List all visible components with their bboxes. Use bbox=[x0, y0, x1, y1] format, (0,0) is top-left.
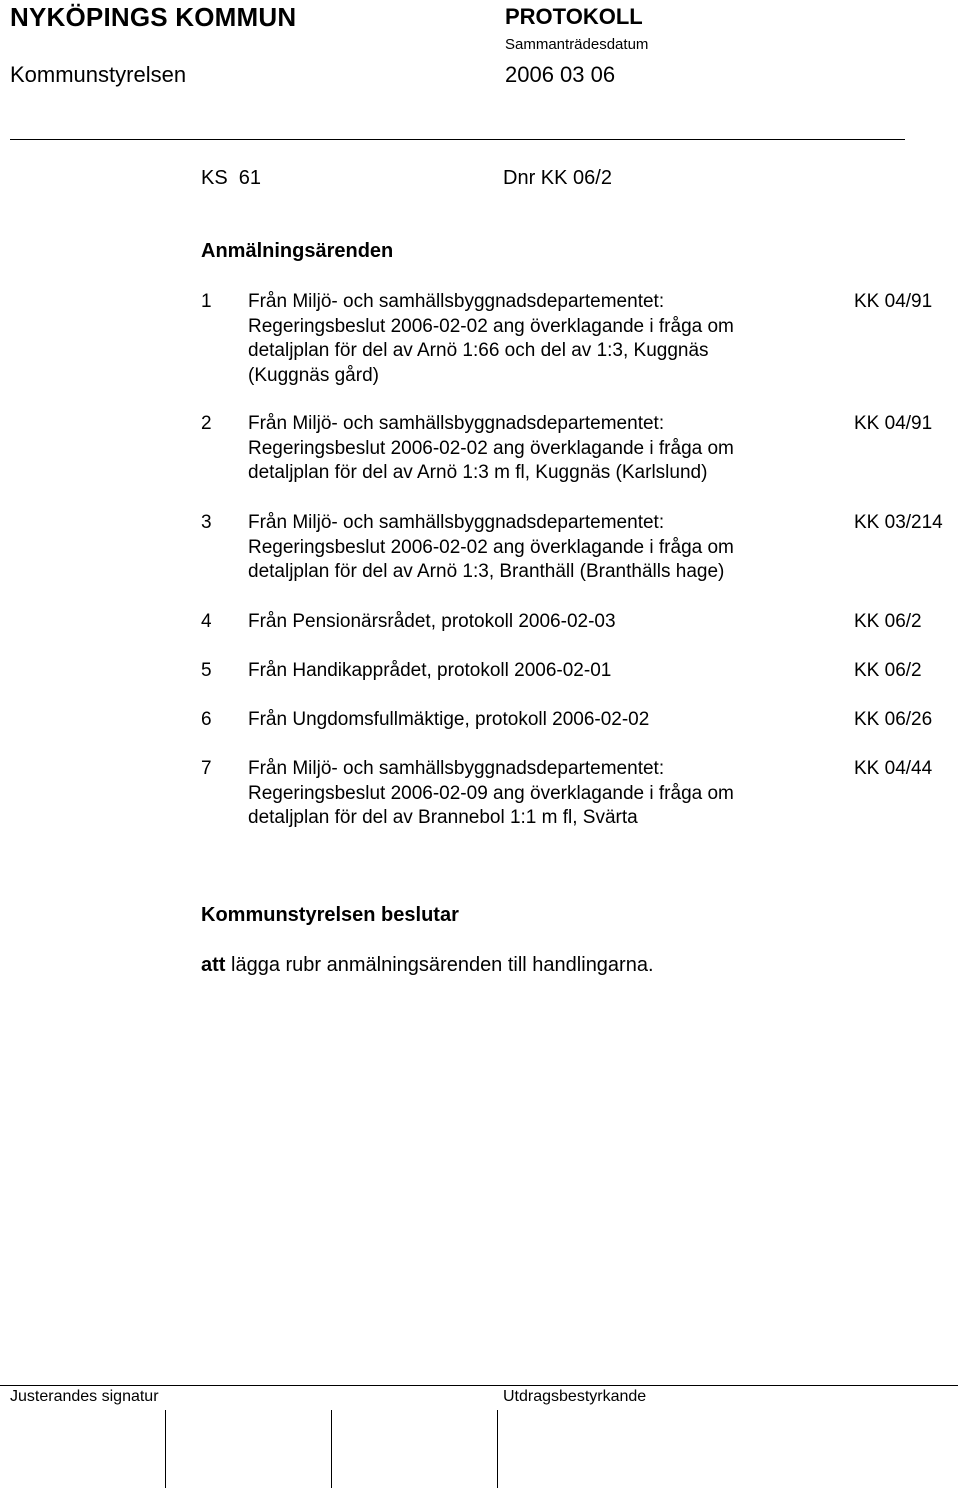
item-reference: KK 04/44 bbox=[854, 758, 933, 779]
item-text bbox=[248, 511, 734, 585]
item-line: Regeringsbeslut 2006-02-02 ang överklagande i fråga om bbox=[248, 315, 734, 337]
item-line: Från Miljö- och samhällsbyggnadsdepartementet: bbox=[248, 758, 665, 779]
item-line: Regeringsbeslut 2006-02-02 ang överklagande i fråga om bbox=[248, 437, 734, 459]
footer-divider bbox=[0, 1385, 958, 1386]
item-line: Från Miljö- och samhällsbyggnadsdepartementet: bbox=[248, 291, 665, 312]
item-number: 2 bbox=[201, 413, 212, 434]
item-reference: KK 03/214 bbox=[854, 512, 943, 533]
item-line: Regeringsbeslut 2006-02-02 ang överklagande i fråga om bbox=[248, 536, 734, 558]
item-text bbox=[248, 412, 734, 486]
item-reference: KK 06/26 bbox=[854, 709, 933, 730]
committee-name: Kommunstyrelsen bbox=[10, 62, 187, 87]
decision-heading: Kommunstyrelsen beslutar bbox=[201, 904, 459, 926]
item-line: Regeringsbeslut 2006-02-09 ang överklagande i fråga om bbox=[248, 782, 734, 804]
item-number: 7 bbox=[201, 758, 212, 779]
decision-keyword: att bbox=[201, 954, 226, 976]
decision-text bbox=[201, 954, 654, 977]
signature-box-divider bbox=[331, 1410, 332, 1488]
item-reference: KK 06/2 bbox=[854, 611, 922, 632]
signature-label: Justerandes signatur bbox=[10, 1388, 159, 1405]
item-reference: KK 04/91 bbox=[854, 413, 933, 434]
item-number: 3 bbox=[201, 512, 212, 533]
item-reference: KK 06/2 bbox=[854, 660, 922, 681]
item-number: 6 bbox=[201, 709, 212, 730]
item-line: detaljplan för del av Arnö 1:3, Branthäll (Branthälls hage) bbox=[248, 561, 725, 583]
item-line: Från Handikapprådet, protokoll 2006-02-01 bbox=[248, 660, 612, 681]
section-number: KS 61 bbox=[201, 167, 262, 189]
item-line: detaljplan för del av Brannebol 1:1 m fl, Svärta bbox=[248, 807, 638, 829]
item-number: 4 bbox=[201, 611, 212, 632]
item-text bbox=[248, 708, 649, 733]
item-text bbox=[248, 659, 611, 684]
document-type: PROTOKOLL bbox=[505, 4, 643, 29]
organization-name: NYKÖPINGS KOMMUN bbox=[10, 2, 297, 32]
case-number: Dnr KK 06/2 bbox=[503, 167, 612, 189]
signature-box-divider bbox=[165, 1410, 166, 1488]
item-line: detaljplan för del av Arnö 1:3 m fl, Kuggnäs (Karlslund) bbox=[248, 462, 708, 484]
item-line: (Kuggnäs gård) bbox=[248, 364, 379, 386]
item-line: Från Miljö- och samhällsbyggnadsdepartementet: bbox=[248, 413, 665, 434]
item-line: Från Pensionärsrådet, protokoll 2006-02-03 bbox=[248, 611, 616, 632]
item-text bbox=[248, 757, 734, 831]
item-text bbox=[248, 610, 616, 635]
decision-body: lägga rubr anmälningsärenden till handlingarna. bbox=[225, 954, 654, 976]
item-text bbox=[248, 290, 734, 388]
item-line: detaljplan för del av Arnö 1:66 och del av 1:3, Kuggnäs bbox=[248, 340, 709, 362]
meeting-date-label: Sammanträdesdatum bbox=[505, 36, 649, 53]
item-reference: KK 04/91 bbox=[854, 291, 933, 312]
signature-box-divider bbox=[497, 1410, 498, 1488]
item-number: 1 bbox=[201, 291, 212, 312]
item-number: 5 bbox=[201, 660, 212, 681]
section-heading: Anmälningsärenden bbox=[201, 240, 394, 262]
meeting-date: 2006 03 06 bbox=[505, 62, 616, 87]
header-divider bbox=[10, 139, 905, 140]
item-line: Från Ungdomsfullmäktige, protokoll 2006-02-02 bbox=[248, 709, 650, 730]
extract-label: Utdragsbestyrkande bbox=[503, 1388, 647, 1405]
item-line: Från Miljö- och samhällsbyggnadsdepartementet: bbox=[248, 512, 665, 533]
